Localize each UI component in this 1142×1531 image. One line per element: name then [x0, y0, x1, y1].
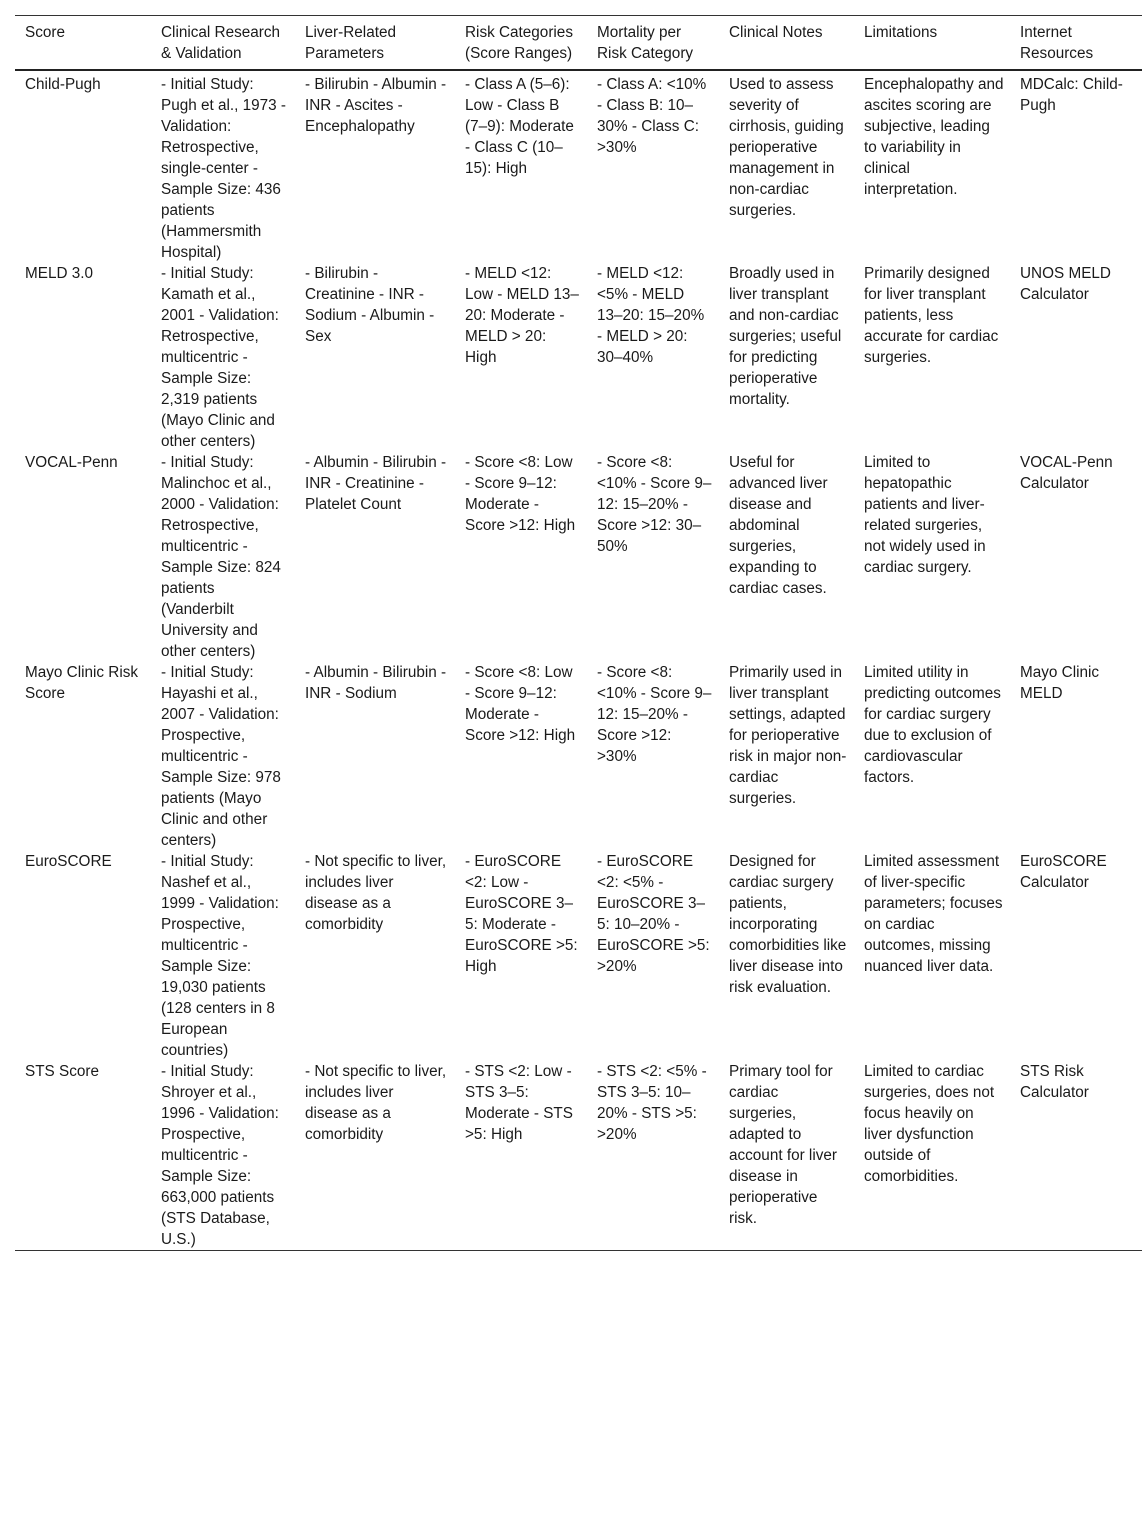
cell-internet-resource: UNOS MELD Calculator [1020, 265, 1111, 303]
cell-limitations: Primarily designed for liver transplant patients, less accurate for cardiac surgeries. [864, 265, 999, 366]
cell-limitations: Limited assessment of liver-specific parameters; focuses on cardiac outcomes, missing nuanced liver data. [864, 853, 1003, 975]
cell-internet-resource: EuroSCORE Calculator [1020, 853, 1107, 891]
cell-mortality: - MELD <12: <5% - MELD 13–20: 15–20% - MELD > 20: 30–40% [597, 265, 705, 366]
cell-mortality: - Class A: <10% - Class B: 10–30% - Class C: >30% [597, 76, 707, 156]
table-row [15, 263, 1142, 452]
cell-internet-resource: Mayo Clinic MELD [1020, 664, 1100, 702]
header-risk-categories: Risk Categories (Score Ranges) [465, 24, 573, 62]
cell-clinical-research: - Initial Study: Kamath et al., 2001 - Validation: Retrospective, multicentric - Sample Size: 2,319 patients (Mayo Clinic and other centers) [161, 265, 279, 450]
cell-internet-resource: STS Risk Calculator [1020, 1063, 1089, 1101]
cell-mortality: - STS <2: <5% - STS 3–5: 10–20% - STS >5: >20% [597, 1063, 707, 1143]
cell-mortality: - EuroSCORE <2: <5% - EuroSCORE 3–5: 10–20% - EuroSCORE >5: >20% [597, 853, 710, 975]
cell-clinical-research: - Initial Study: Nashef et al., 1999 - Validation: Prospective, multicentric - Sample Size: 19,030 patients (128 centers in 8 European countries) [161, 853, 279, 1059]
table-row [15, 452, 1142, 662]
cell-limitations: Limited to cardiac surgeries, does not focus heavily on liver dysfunction outside of comorbidities. [864, 1063, 995, 1185]
cell-risk-categories: - EuroSCORE <2: Low - EuroSCORE 3–5: Moderate - EuroSCORE >5: High [465, 853, 578, 975]
cell-clinical-research: - Initial Study: Pugh et al., 1973 - Validation: Retrospective, single-center - Sample Size: 436 patients (Hammersmith Hospital) [161, 76, 287, 261]
cell-limitations: Encephalopathy and ascites scoring are subjective, leading to variability in clinical interpretation. [864, 76, 1004, 198]
header-score: Score [25, 24, 65, 41]
cell-mortality: - Score <8: <10% - Score 9–12: 15–20% - Score >12: 30–50% [597, 454, 712, 555]
header-mortality: Mortality per Risk Category [597, 24, 694, 62]
header-clinical-notes: Clinical Notes [729, 24, 823, 41]
header-row [15, 16, 1142, 71]
cell-clinical-research: - Initial Study: Malinchoc et al., 2000 - Validation: Retrospective, multicentric - Sample Size: 824 patients (Vanderbilt University and other centers) [161, 454, 281, 660]
cell-risk-categories: - MELD <12: Low - MELD 13–20: Moderate - MELD > 20: High [465, 265, 579, 366]
cell-liver-parameters: - Albumin - Bilirubin - INR - Sodium [305, 664, 447, 702]
table-row [15, 1061, 1142, 1251]
cell-clinical-notes: Broadly used in liver transplant and non-cardiac surgeries; useful for predicting perioperative mortality. [729, 265, 842, 408]
cell-clinical-notes: Primarily used in liver transplant settings, adapted for perioperative risk in major non-cardiac surgeries. [729, 664, 847, 807]
cell-score: STS Score [25, 1063, 99, 1080]
cell-risk-categories: - Class A (5–6): Low - Class B (7–9): Moderate - Class C (10–15): High [465, 76, 574, 177]
table-row [15, 851, 1142, 1061]
table-row [15, 662, 1142, 851]
cell-internet-resource: VOCAL-Penn Calculator [1020, 454, 1113, 492]
header-limitations: Limitations [864, 24, 938, 41]
header-clinical-research: Clinical Research & Validation [161, 24, 281, 62]
cell-risk-categories: - Score <8: Low - Score 9–12: Moderate - Score >12: High [465, 454, 576, 534]
cell-clinical-notes: Primary tool for cardiac surgeries, adapted to account for liver disease in perioperative risk. [729, 1063, 837, 1227]
cell-liver-parameters: - Albumin - Bilirubin - INR - Creatinine - Platelet Count [305, 454, 447, 513]
cell-liver-parameters: - Not specific to liver, includes liver disease as a comorbidity [305, 853, 447, 933]
cell-internet-resource: MDCalc: Child-Pugh [1020, 76, 1123, 114]
cell-liver-parameters: - Bilirubin - Albumin - INR - Ascites - Encephalopathy [305, 76, 447, 135]
cell-clinical-notes: Designed for cardiac surgery patients, incorporating comorbidities like liver disease into risk evaluation. [729, 853, 847, 996]
cell-liver-parameters: - Bilirubin - Creatinine - INR - Sodium - Albumin - Sex [305, 265, 435, 345]
cell-limitations: Limited utility in predicting outcomes for cardiac surgery due to exclusion of cardiovascular factors. [864, 664, 1001, 786]
cell-risk-categories: - Score <8: Low - Score 9–12: Moderate - Score >12: High [465, 664, 576, 744]
cell-clinical-research: - Initial Study: Shroyer et al., 1996 - Validation: Prospective, multicentric - Sample Size: 663,000 patients (STS Database, U.S.) [161, 1063, 279, 1248]
cell-score: EuroSCORE [25, 853, 112, 870]
cell-clinical-notes: Used to assess severity of cirrhosis, guiding perioperative management in non-cardiac surgeries. [729, 76, 844, 219]
cell-score: MELD 3.0 [25, 265, 94, 282]
cell-liver-parameters: - Not specific to liver, includes liver disease as a comorbidity [305, 1063, 447, 1143]
header-internet-resources: Internet Resources [1020, 24, 1094, 62]
cell-score: VOCAL-Penn [25, 454, 118, 471]
cell-score: Child-Pugh [25, 76, 101, 93]
cell-risk-categories: - STS <2: Low - STS 3–5: Moderate - STS >5: High [465, 1063, 573, 1143]
cell-score: Mayo Clinic Risk Score [25, 664, 139, 702]
table-row [15, 70, 1142, 263]
cell-limitations: Limited to hepatopathic patients and liver-related surgeries, not widely used in cardiac surgery. [864, 454, 986, 576]
header-liver-parameters: Liver-Related Parameters [305, 24, 396, 62]
liver-risk-score-table [15, 15, 1142, 1251]
cell-clinical-notes: Useful for advanced liver disease and abdominal surgeries, expanding to cardiac cases. [729, 454, 828, 597]
cell-clinical-research: - Initial Study: Hayashi et al., 2007 - Validation: Prospective, multicentric - Sample Size: 978 patients (Mayo Clinic and other centers) [161, 664, 281, 849]
cell-mortality: - Score <8: <10% - Score 9–12: 15–20% - Score >12: >30% [597, 664, 712, 765]
